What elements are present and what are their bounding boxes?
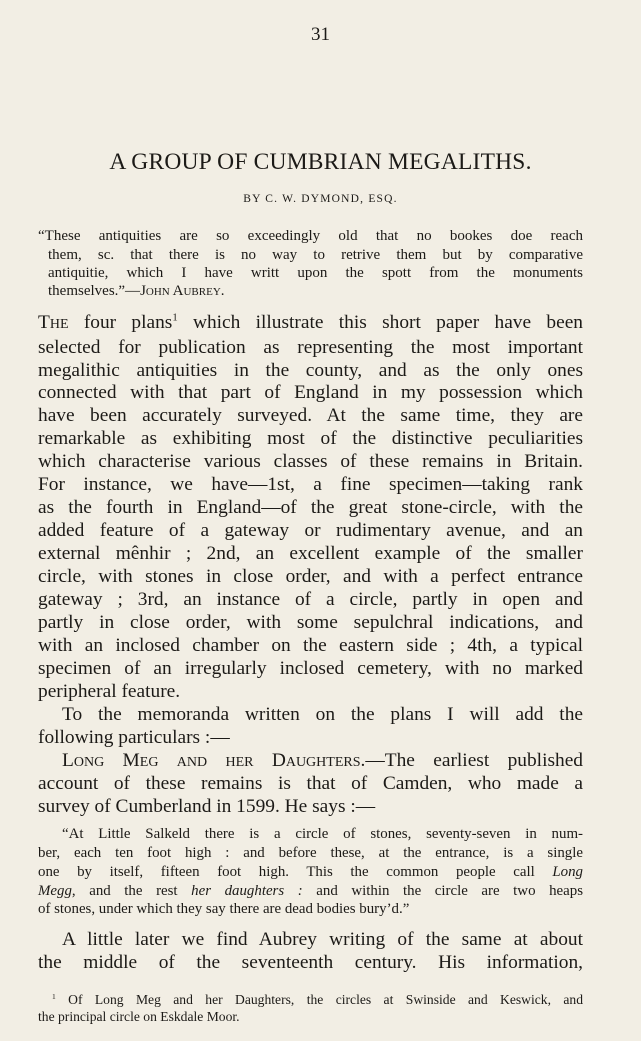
paragraph-line: connected with that part of England in my possession which [38, 382, 583, 403]
paragraph-text: —The earliest published [365, 750, 583, 771]
paragraph-line: For instance, we have—1st, a fine specimen—taking rank [38, 474, 583, 495]
epigraph-attribution: John Aubrey. [140, 283, 225, 299]
quote-line [38, 864, 583, 881]
paragraph-line: remarkable as exhibiting most of the distinctive peculiarities [38, 428, 583, 449]
footnote-text: Of Long Meg and her Daughters, the circles at Swinside and Keswick, and [68, 992, 583, 1007]
paragraph-line: the middle of the seventeenth century. His information, [38, 952, 583, 973]
paragraph-text: which illustrate this short paper have been [192, 312, 583, 333]
paragraph-line: selected for publication as representing the most important [38, 337, 583, 358]
page-number: 31 [311, 24, 330, 45]
paragraph-line: as the fourth in England—of the great stone-circle, with the [38, 497, 583, 518]
quote-text: , and the rest [71, 883, 192, 899]
paragraph-line: added feature of a gateway or rudimentary avenue, and an [38, 520, 583, 541]
paragraph-line: megalithic antiquities in the county, and as the only ones [38, 360, 583, 381]
epigraph-line: them, sc. that there is no way to retrive them but by comparative [48, 247, 583, 263]
paragraph-line: gateway ; 3rd, an instance of a circle, partly in open and [38, 589, 583, 610]
quote-italic: Long [552, 864, 583, 880]
quote-line: “At Little Salkeld there is a circle of stones, seventy-seven in num- [62, 826, 583, 842]
quote-line [38, 883, 583, 900]
paragraph-line [38, 312, 583, 334]
quote-text: one by itself, fifteen foot high. This the common people call [38, 864, 553, 880]
paragraph-line: To the memoranda written on the plans I will add the [62, 704, 583, 725]
quote-italic: her daughters : [191, 883, 303, 899]
footnote-reference: 1 [172, 311, 178, 324]
epigraph-line: “These antiquities are so exceedingly old that no bookes doe reach [38, 228, 583, 244]
paragraph-line: specimen of an irregularly inclosed cemetery, with no marked [38, 658, 583, 679]
opening-word: The [38, 312, 69, 333]
author-byline: BY C. W. DYMOND, ESQ. [243, 193, 398, 205]
article-title: A GROUP OF CUMBRIAN MEGALITHS. [109, 149, 532, 175]
epigraph-line-last [48, 283, 583, 300]
paragraph-line: peripheral feature. [38, 681, 181, 702]
paragraph-line: partly in close order, with some sepulchral indications, and [38, 612, 583, 633]
epigraph-line: antiquitie, which I have writt upon the spott from the monuments [48, 265, 583, 281]
paragraph-line: which characterise various classes of these remains in Britain. [38, 451, 583, 472]
quote-line: ber, each ten foot high : and before these, at the entrance, is a single [38, 845, 583, 861]
quote-italic: Megg [38, 883, 72, 899]
footnote-mark: 1 [52, 991, 56, 1001]
footnote-line: the principal circle on Eskdale Moor. [38, 1009, 240, 1024]
quote-text: and within the circle are two heaps [302, 883, 583, 899]
paragraph-line: account of these remains is that of Camden, who made a [38, 773, 583, 794]
paragraph-line: circle, with stones in close order, and with a perfect entrance [38, 566, 583, 587]
epigraph-text: themselves.”— [48, 283, 141, 299]
paragraph-line [62, 750, 583, 772]
quote-line: of stones, under which they say there are dead bodies bury’d.” [38, 901, 410, 917]
paragraph-line: have been accurately surveyed. At the same time, they are [38, 405, 583, 426]
section-heading: Long Meg and her Daughters. [62, 750, 366, 771]
paragraph-line: with an inclosed chamber on the eastern side ; 4th, a typical [38, 635, 583, 656]
paragraph-line: survey of Cumberland in 1599. He says :— [38, 796, 376, 817]
paragraph-line: A little later we find Aubrey writing of the same at about [62, 929, 583, 950]
paragraph-line: following particulars :— [38, 727, 230, 748]
paragraph-text: four plans [83, 312, 173, 333]
footnote-line [52, 992, 583, 1008]
paragraph-line: external mênhir ; 2nd, an excellent example of the smaller [38, 543, 583, 564]
